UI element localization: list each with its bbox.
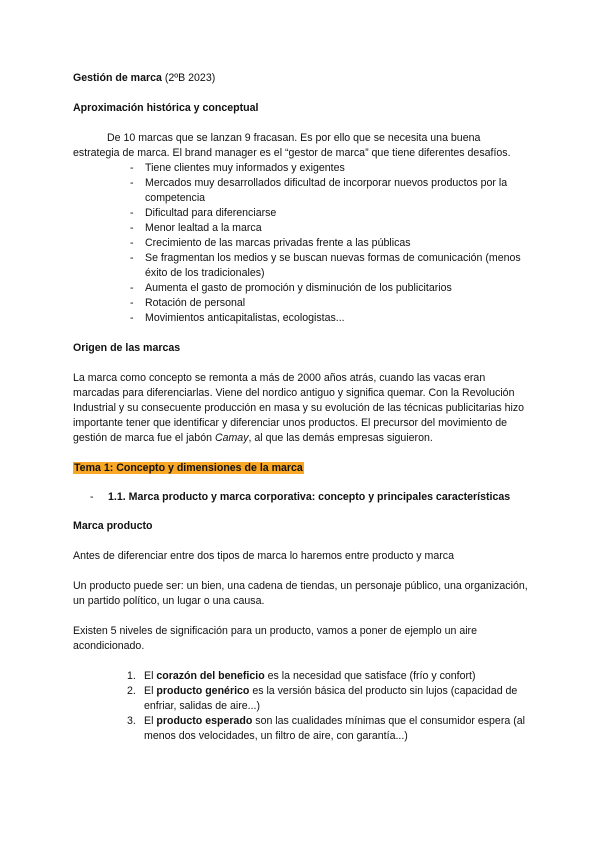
list-item: - Aumenta el gasto de promoción y disminución de los publicitarios — [130, 281, 528, 296]
list-item: - Se fragmentan los medios y se buscan nuevas formas de comunicación (menos éxito de los tradicionales) — [130, 251, 528, 281]
subsection-1-1-title: 1.1. Marca producto y marca corporativa: concepto y principales características — [108, 491, 511, 503]
list-number: 1. — [127, 670, 136, 682]
list-number: 3. — [127, 715, 136, 727]
list-item — [127, 714, 528, 744]
level-text-pre: El — [144, 685, 157, 697]
list-item: - Mercados muy desarrollados dificultad de incorporar nuevos productos por la competencia — [130, 176, 528, 206]
document-title — [73, 71, 528, 86]
paragraph-product-vs-brand: Antes de diferenciar entre dos tipos de marca lo haremos entre producto y marca — [73, 550, 454, 562]
list-item: - Dificultad para diferenciarse — [130, 206, 528, 221]
level-term: producto esperado — [156, 715, 253, 727]
paragraph-product-types: Un producto puede ser: un bien, una cadena de tiendas, un personaje público, una organización, un partido político, un lugar o una causa. — [73, 580, 528, 607]
paragraph-significance-levels: Existen 5 niveles de significación para un producto, vamos a poner de ejemplo un aire acondicionado. — [73, 625, 477, 652]
marca-producto-heading: Marca producto — [73, 520, 153, 532]
paragraph-brand-origin — [73, 371, 528, 446]
section-heading-origin: Origen de las marcas — [73, 342, 181, 354]
challenges-list — [73, 161, 528, 326]
level-text-pre: El — [144, 670, 157, 682]
list-item — [127, 669, 528, 684]
level-term: producto genérico — [156, 685, 250, 697]
origin-text-end: , al que las demás empresas siguieron. — [248, 432, 433, 444]
document-title-bold: Gestión de marca — [73, 72, 162, 84]
level-term: corazón del beneficio — [156, 670, 265, 682]
list-item — [127, 684, 528, 714]
level-text-pre: El — [144, 715, 157, 727]
origin-text-start: La marca como concepto se remonta a más de 2000 años atrás, cuando las vacas eran marcadas para diferenciarlas. Viene del nordico antiguo y significa quemar. Con la Revolución Industrial y su consecuente producción en masa y su evolución de las técnicas publicitarias hizo importante tener que identificar y diferenciar unos productos. El precursor del movimiento de gestión de marca fue el jabón — [73, 372, 525, 444]
list-item: - Rotación de personal — [130, 296, 528, 311]
list-number: 2. — [127, 685, 136, 697]
paragraph-brand-strategy: De 10 marcas que se lanzan 9 fracasan. Es por ello que se necesita una buena estrategia de marca. El brand manager es el “gestor de marca” que tiene diferentes desafíos. — [73, 132, 511, 159]
tema-1-heading — [73, 461, 528, 476]
list-item: - Menor lealtad a la marca — [130, 221, 528, 236]
level-text-post: es la versión básica del producto sin lujos (capacidad de enfriar, salidas de aire...) — [144, 685, 518, 712]
subsection-dash: - — [90, 491, 94, 503]
level-text-post: son las cualidades mínimas que el consumidor espera (al menos dos velocidades, un filtro de aire, con garantía...) — [144, 715, 525, 742]
list-item: - Movimientos anticapitalistas, ecologistas... — [130, 311, 528, 326]
camay-italic: Camay — [214, 432, 249, 444]
tema-1-highlight: Tema 1: Concepto y dimensiones de la marca — [74, 462, 303, 474]
list-item: - Crecimiento de las marcas privadas frente a las públicas — [130, 236, 528, 251]
subsection-1-1 — [73, 490, 528, 505]
document-title-course: (2ºB 2023) — [161, 72, 216, 84]
list-item: - Tiene clientes muy informados y exigentes — [130, 161, 528, 176]
level-text-post: es la necesidad que satisface (frío y confort) — [264, 670, 476, 682]
section-heading-historical: Aproximación histórica y conceptual — [73, 102, 259, 114]
significance-levels-list — [73, 669, 528, 744]
